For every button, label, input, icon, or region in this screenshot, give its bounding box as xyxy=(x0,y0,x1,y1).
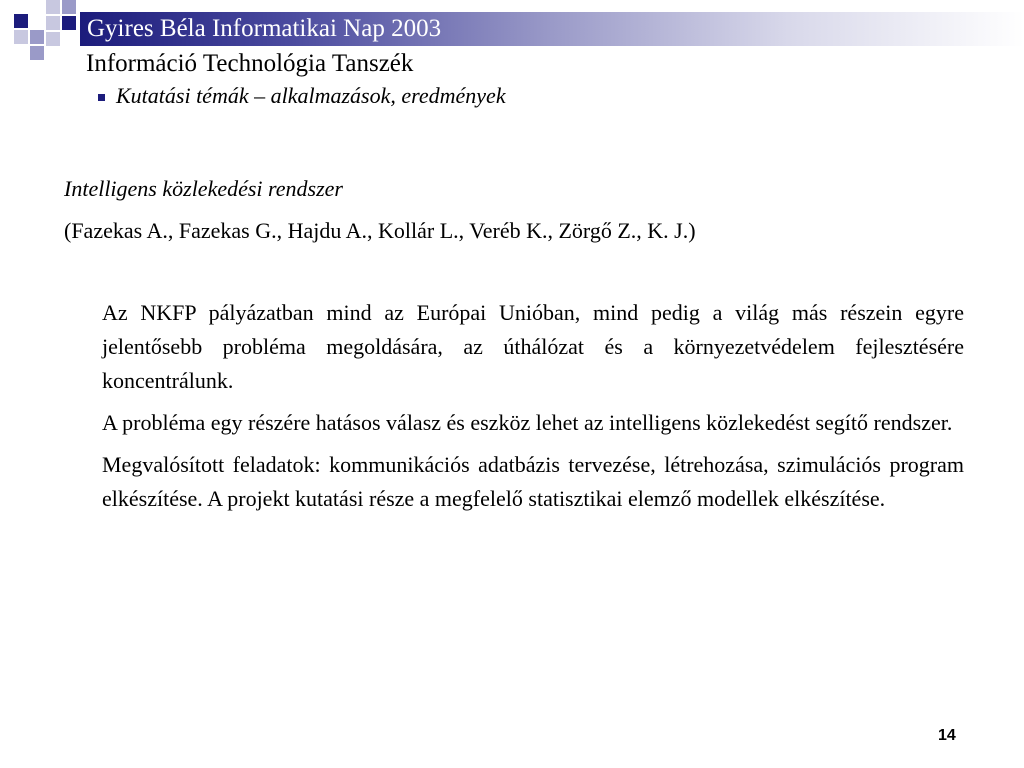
paragraph-3: Megvalósított feladatok: kommunikációs adatbázis tervezése, létrehozása, szimulációs program elkészítése. A projekt kutatási része a megfelelő statisztikai elemző modellek elkészítése. xyxy=(102,452,964,511)
project-authors: (Fazekas A., Fazekas G., Hajdu A., Kollár L., Veréb K., Zörgő Z., K. J.) xyxy=(64,218,696,243)
decor-square-7 xyxy=(62,16,76,30)
paragraph-1: Az NKFP pályázatban mind az Európai Unióban, mind pedig a világ más részein egyre jelentősebb probléma megoldására, az úthálózat és a környezetvédelem fejlesztésére koncentrálunk. xyxy=(102,300,964,393)
department-title: Információ Technológia Tanszék xyxy=(86,50,414,77)
paragraph-2: A probléma egy részére hatásos válasz és eszköz lehet az intelligens közlekedést segítő rendszer. xyxy=(102,410,953,435)
bullet-square-icon xyxy=(98,94,105,101)
body-text xyxy=(102,296,964,524)
decor-square-8 xyxy=(30,46,44,60)
decor-square-6 xyxy=(46,16,60,30)
decor-square-9 xyxy=(46,32,60,46)
header-title: Gyires Béla Informatikai Nap 2003 xyxy=(87,15,442,42)
decor-square-4 xyxy=(14,30,28,44)
decor-square-3 xyxy=(62,0,76,14)
decor-square-2 xyxy=(46,0,60,14)
section-bullet-text: Kutatási témák – alkalmazások, eredmények xyxy=(116,83,506,108)
decor-square-5 xyxy=(30,30,44,44)
page-number: 14 xyxy=(938,727,956,744)
project-title: Intelligens közlekedési rendszer xyxy=(64,176,343,201)
section-bullet xyxy=(98,82,506,110)
decor-square-1 xyxy=(14,14,28,28)
